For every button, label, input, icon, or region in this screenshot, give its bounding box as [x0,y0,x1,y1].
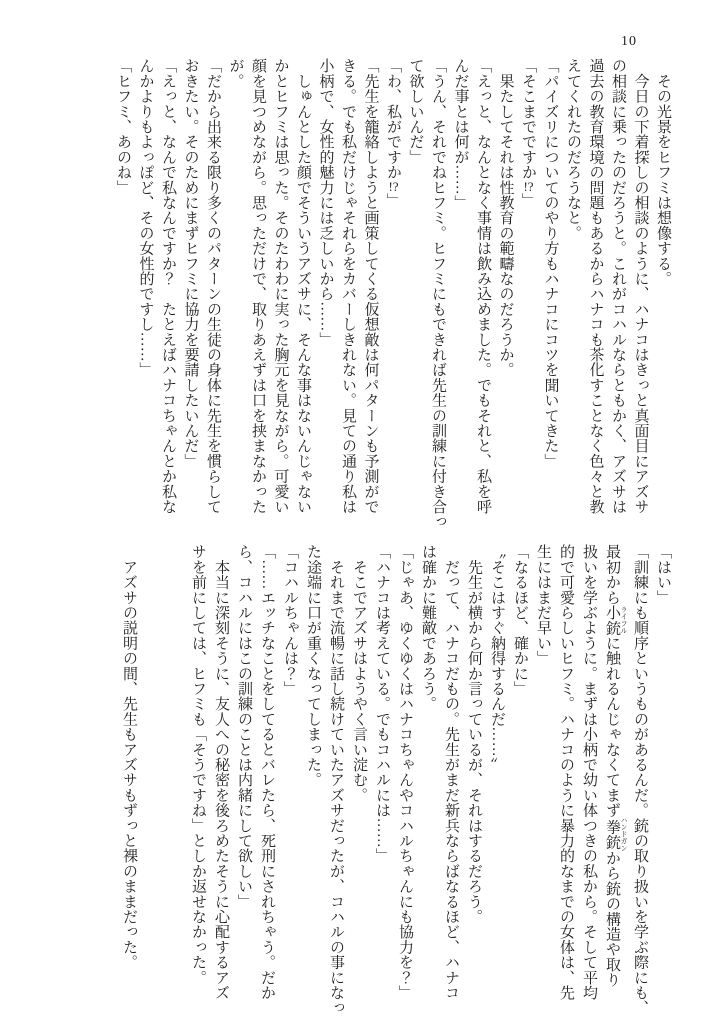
page-number: 10 [621,34,637,49]
text-line: の相談に乗ったのだろうと。これがコハルならともかく、アズサは [610,58,626,514]
text-line: おきたい。そのためにまずヒフミに協力を要請したいんだ」 [182,58,199,469]
text-line: 「……エッチなことをしてるとバレたら、死刑にされちゃう。だか [259,544,275,1000]
text-line: 今日の下着探しの相談のように、ハナコはきっと真面目にアズサ [632,58,649,514]
text-line: 「わ、私がですか!?」 [385,58,401,208]
text-line: は確かに難敵であろう。 [420,544,436,712]
text-line: て欲しいんだ」 [407,58,424,165]
text-line: 「パイズリについてのやり方もハナコにコツを聞いてきた」 [542,58,559,469]
text-line: が。 [227,58,244,89]
text-line: 「えっと、なんで私なんですか？ たとえばハナコちゃんとか私な [160,58,176,514]
text-line: 「ヒフミ、あのね」 [115,58,131,195]
text-line: だって、ハナコだもの。先生がまだ新兵ならばなるほど、ハナコ [443,544,459,1000]
text-line: た途端に口が重くなってしまった。 [305,544,321,788]
text-line: 扱いを学ぶように。まずは小柄で幼い体つきの私から。そして平均 [581,544,597,1000]
text-line: んかよりもよっぽど、その女性的ですし……」 [137,58,154,378]
text-line: きる。でも私だけじゃそれらをカバーしきれない。見ての通り私は [340,58,356,514]
text-line: それまで流暢に話し続けていたアズサだったが、コハルの事になっ [328,544,344,1016]
text-line: 生にはまだ早い」 [535,544,551,666]
text-line: アズサの説明の間、先生もアズサもずっと裸のままだった。 [121,544,137,970]
text-line: 「そこまでですか!?」 [520,58,536,208]
text-line: サを前にしては、ヒフミも「そうですね」としか返せなかった。 [190,544,206,985]
text-line: かとヒフミは思った。そのたわわに実った胸元を見ながら。可愛い [272,58,289,514]
text-line: 〝そこはすぐ納得するんだ……〞 [489,544,505,772]
text-line: 「うん、それでねヒフミ。ヒフミにもできれば先生の訓練に付き合っ [430,58,446,530]
text-line: しゅんとした顔でそういうアズサに、そんな事はないんじゃない [295,58,311,514]
text-line: 「えっと、なんとなく事情は飲み込めました。でもそれと、私を呼 [475,58,491,514]
text-block-top [112,58,675,536]
text-line: 小柄で、女性的魅力には乏しいから……」 [317,58,334,347]
text-line [140,544,163,1022]
text-line: 顔を見つめながら。思っただけで、取りあえずは口を挟まなかった [250,58,266,514]
text-line: 的で可愛らしいヒフミ。ハナコのように暴力的なまでの女体は、先 [558,544,574,1000]
text-line: ら、コハルにはこの訓練のことは内緒にして欲しい」 [236,544,252,909]
text-line: 「じゃあ、ゆくゆくはハナコちゃんやコハルちゃんにも協力を？」 [397,544,413,1000]
text-line: 先生が横から何か言っているが、それはするだろう。 [466,544,482,924]
text-line: 本当に深刻そうに、友人への秘密を後ろめたそうに心配するアズ [213,544,229,1000]
text-line [163,544,186,1022]
text-line: 「はい」 [655,544,671,605]
text-line: えてくれたのだろうなと。 [565,58,581,241]
tatechuyoko-text: !? [388,179,399,193]
text-line: んだ事とは何が……」 [452,58,469,210]
text-block-bottom [117,544,674,1022]
text-line: 「なるほど、確かに」 [512,544,528,696]
text-line: 「訓練にも順序というものがあるんだ。銃の取り扱いを学ぶ際にも、 [632,544,648,1016]
text-line: 「コハルちゃんは？」 [282,544,298,696]
text-line: 「ハナコは考えている。でもコハルには……」 [374,544,390,864]
text-line: 最初から小銃 ライフルに触れるんじゃなくてまず拳銃 ハンドガンから銃の構造や取り [604,544,628,988]
text-line: 「だから出来る限り多くのパターンの生徒の身体に先生を慣らして [205,58,221,514]
text-line: 過去の教育環境の問題もあるからハナコも茶化すことなく色々と教 [587,58,604,514]
text-line: そこでアズサはようやく言い淀む。 [351,544,367,803]
text-line: その光景をヒフミは想像する。 [655,58,671,286]
text-line: 果たしてそれは性教育の範疇なのだろうか。 [497,58,514,378]
text-line: 「先生を籠絡しようと画策してくる仮想敵は何パターンも予測がで [362,58,379,514]
tatechuyoko-text: !? [523,179,534,193]
